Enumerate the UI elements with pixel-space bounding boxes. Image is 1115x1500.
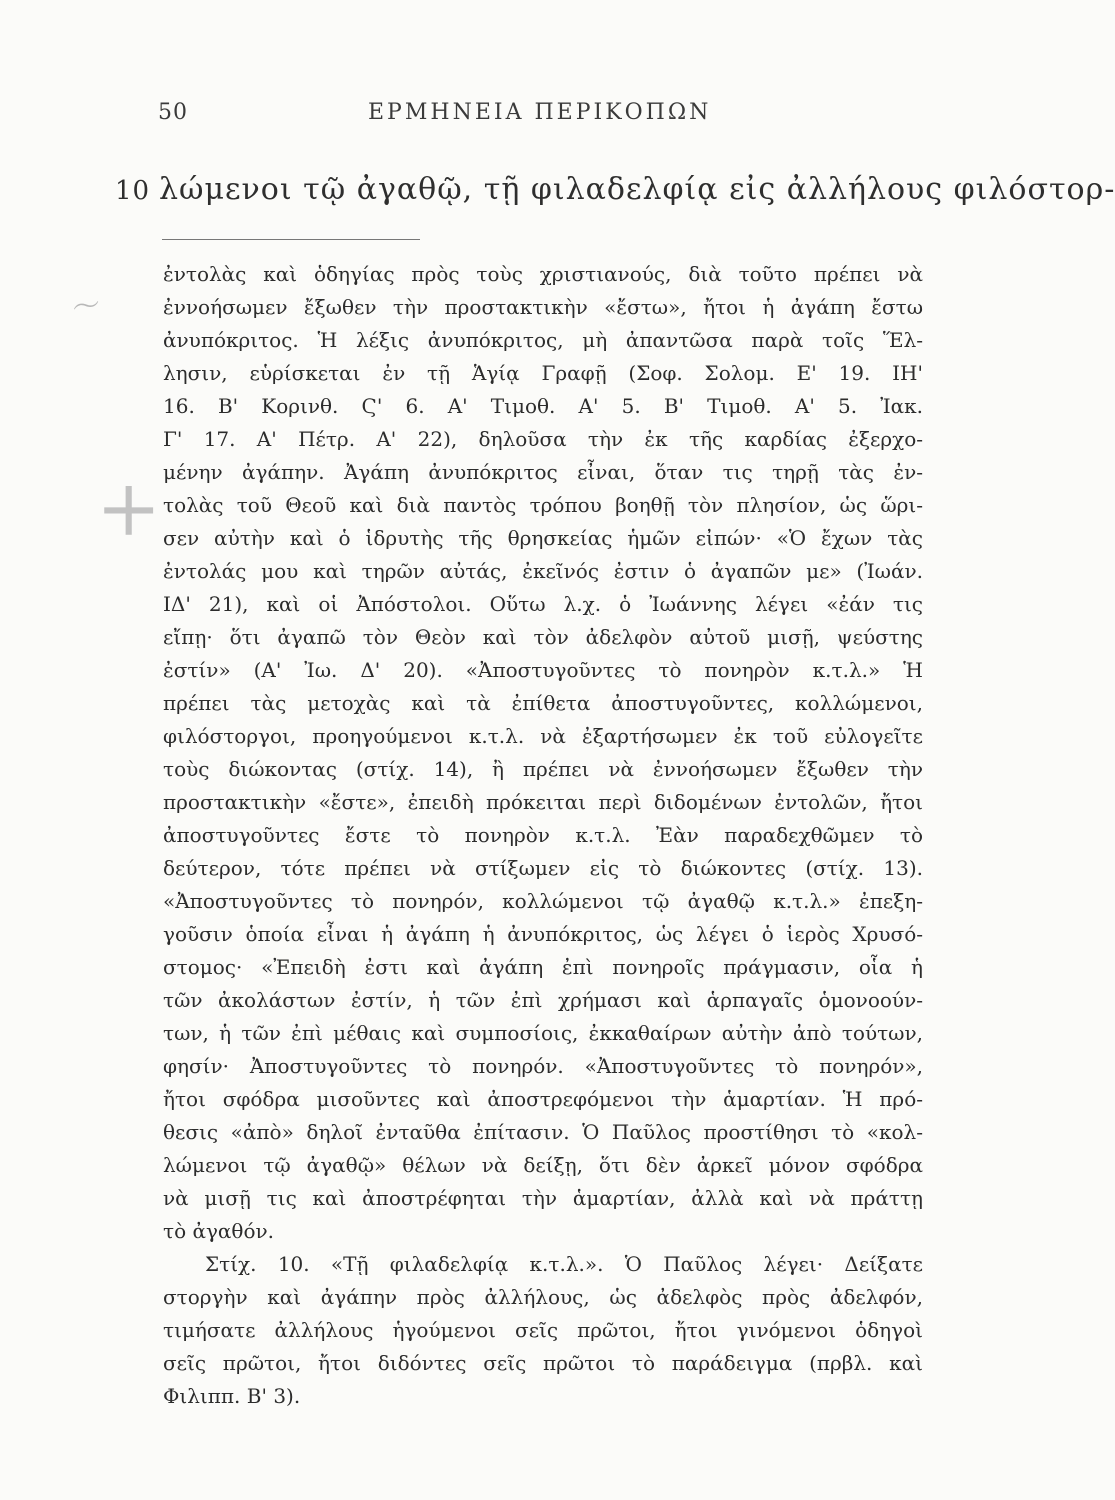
footnote-rule [162, 239, 420, 240]
commentary-line: ἤτοι σφόδρα μισοῦντες καὶ ἀποστρεφόμενοι τὴν ἁμαρτίαν. Ἡ πρό- [163, 1087, 923, 1111]
page-number: 50 [158, 100, 188, 125]
commentary-line: ἐννοήσωμεν ἔξωθεν τὴν προστακτικὴν «ἔστω», ἤτοι ἡ ἀγάπη ἔστω [163, 295, 923, 319]
commentary-line: δεύτερον, τότε πρέπει νὰ στίξωμεν εἰς τὸ διώκοντες (στίχ. 13). [163, 856, 923, 880]
commentary-line: ΙΔ' 21), καὶ οἱ Ἀπόστολοι. Οὕτω λ.χ. ὁ Ἰωάννης λέγει «ἐάν τις [163, 592, 923, 616]
commentary-line: ἀποστυγοῦντες ἔστε τὸ πονηρὸν κ.τ.λ. Ἐὰν παραδεχθῶμεν τὸ [163, 823, 923, 847]
commentary-line: Γ' 17. Α' Πέτρ. Α' 22), δηλοῦσα τὴν ἐκ τῆς καρδίας ἐξερχο- [163, 427, 923, 451]
commentary-line: σεῖς πρῶτοι, ἤτοι διδόντες σεῖς πρῶτοι τὸ παράδειγμα (πρβλ. καὶ [163, 1351, 923, 1375]
running-title: ΕΡΜΗΝΕΙΑ ΠΕΡΙΚΟΠΩΝ [368, 100, 712, 125]
commentary-line: τιμήσατε ἀλλήλους ἡγούμενοι σεῖς πρῶτοι, ἤτοι γινόμενοι ὁδηγοὶ [163, 1318, 923, 1342]
commentary-line: μένην ἀγάπην. Ἀγάπη ἀνυπόκριτος εἶναι, ὅταν τις τηρῇ τὰς ἐν- [163, 460, 923, 484]
page-header [158, 100, 918, 140]
commentary-line: Στίχ. 10. «Τῇ φιλαδελφίᾳ κ.τ.λ.». Ὁ Παῦλος λέγει· Δείξατε [205, 1252, 923, 1276]
commentary-line: των, ἡ τῶν ἐπὶ μέθαις καὶ συμποσίοις, ἐκκαθαίρων αὐτὴν ἀπὸ τούτων, [163, 1021, 923, 1045]
commentary-line: στομος· «Ἐπειδὴ ἐστι καὶ ἀγάπη ἐπὶ πονηροῖς πράγμασιν, οἷα ἡ [163, 955, 923, 979]
commentary-line: «Ἀποστυγοῦντες τὸ πονηρόν, κολλώμενοι τῷ ἀγαθῷ κ.τ.λ.» ἐπεξη- [163, 889, 923, 913]
main-text-line [115, 172, 1115, 207]
commentary-line: τοὺς διώκοντας (στίχ. 14), ἢ πρέπει νὰ ἐννοήσωμεν ἔξωθεν τὴν [163, 757, 923, 781]
commentary-line: νὰ μισῇ τις καὶ ἀποστρέφηται τὴν ἁμαρτίαν, ἀλλὰ καὶ νὰ πράττῃ [163, 1186, 923, 1210]
commentary-line: τολὰς τοῦ Θεοῦ καὶ διὰ παντὸς τρόπου βοηθῇ τὸν πλησίον, ὡς ὥρι- [163, 493, 923, 517]
commentary-line: λησιν, εὑρίσκεται ἐν τῇ Ἁγίᾳ Γραφῇ (Σοφ. Σολομ. Ε' 19. ΙΗ' [163, 361, 923, 385]
line-number: 10 [115, 176, 151, 206]
commentary-line: θεσις «ἀπὸ» δηλοῖ ἐνταῦθα ἐπίτασιν. Ὁ Παῦλος προστίθησι τὸ «κολ- [163, 1120, 923, 1144]
commentary-line: λώμενοι τῷ ἀγαθῷ» θέλων νὰ δείξῃ, ὅτι δὲν ἀρκεῖ μόνον σφόδρα [163, 1153, 923, 1177]
commentary-line: σεν αὐτὴν καὶ ὁ ἱδρυτὴς τῆς θρησκείας ἡμῶν εἰπών· «Ὁ ἔχων τὰς [163, 526, 923, 550]
margin-cross-mark: + [96, 464, 162, 554]
commentary-line: ἐντολὰς καὶ ὁδηγίας πρὸς τοὺς χριστιανούς, διὰ τοῦτο πρέπει νὰ [163, 262, 923, 286]
commentary-line: φησίν· Ἀποστυγοῦντες τὸ πονηρόν. «Ἀποστυγοῦντες τὸ πονηρόν», [163, 1054, 923, 1078]
commentary-line: εἴπῃ· ὅτι ἀγαπῶ τὸν Θεὸν καὶ τὸν ἀδελφὸν αὐτοῦ μισῇ, ψεύστης [163, 625, 923, 649]
commentary-line: τὸ ἀγαθόν. [163, 1219, 275, 1243]
commentary-line: Φιλιππ. Β' 3). [163, 1384, 301, 1408]
commentary-line: ἀνυπόκριτος. Ἡ λέξις ἀνυπόκριτος, μὴ ἀπαντῶσα παρὰ τοῖς Ἕλ- [163, 328, 923, 352]
commentary-line: τῶν ἀκολάστων ἐστίν, ἡ τῶν ἐπὶ χρήμασι καὶ ἁρπαγαῖς ὁμονοούν- [163, 988, 923, 1012]
commentary-line: 16. Β' Κορινθ. Ϛ' 6. Α' Τιμοθ. Α' 5. Β' Τιμοθ. Α' 5. Ἰακ. [163, 394, 923, 418]
main-text: λώμενοι τῷ ἀγαθῷ, τῇ φιλαδελφίᾳ εἰς ἀλλήλους φιλόστορ- [159, 172, 1115, 207]
margin-pencil-mark: 〜 [69, 287, 104, 326]
commentary-line: φιλόστοργοι, προηγούμενοι κ.τ.λ. νὰ ἐξαρτήσωμεν ἐκ τοῦ εὐλογεῖτε [163, 724, 923, 748]
commentary-line: ἐστίν» (Α' Ἰω. Δ' 20). «Ἀποστυγοῦντες τὸ πονηρὸν κ.τ.λ.» Ἡ [163, 658, 923, 682]
commentary-line: πρέπει τὰς μετοχὰς καὶ τὰ ἐπίθετα ἀποστυγοῦντες, κολλώμενοι, [163, 691, 923, 715]
commentary-block [163, 258, 923, 1413]
commentary-line: ἐντολάς μου καὶ τηρῶν αὐτάς, ἐκεῖνός ἐστιν ὁ ἀγαπῶν με» (Ἰωάν. [163, 559, 923, 583]
commentary-line: γοῦσιν ὁποία εἶναι ἡ ἀγάπη ἡ ἀνυπόκριτος, ὡς λέγει ὁ ἱερὸς Χρυσό- [163, 922, 923, 946]
commentary-line: στοργὴν καὶ ἀγάπην πρὸς ἀλλήλους, ὡς ἀδελφὸς πρὸς ἀδελφόν, [163, 1285, 923, 1309]
commentary-line: προστακτικὴν «ἔστε», ἐπειδὴ πρόκειται περὶ διδομένων ἐντολῶν, ἤτοι [163, 790, 923, 814]
